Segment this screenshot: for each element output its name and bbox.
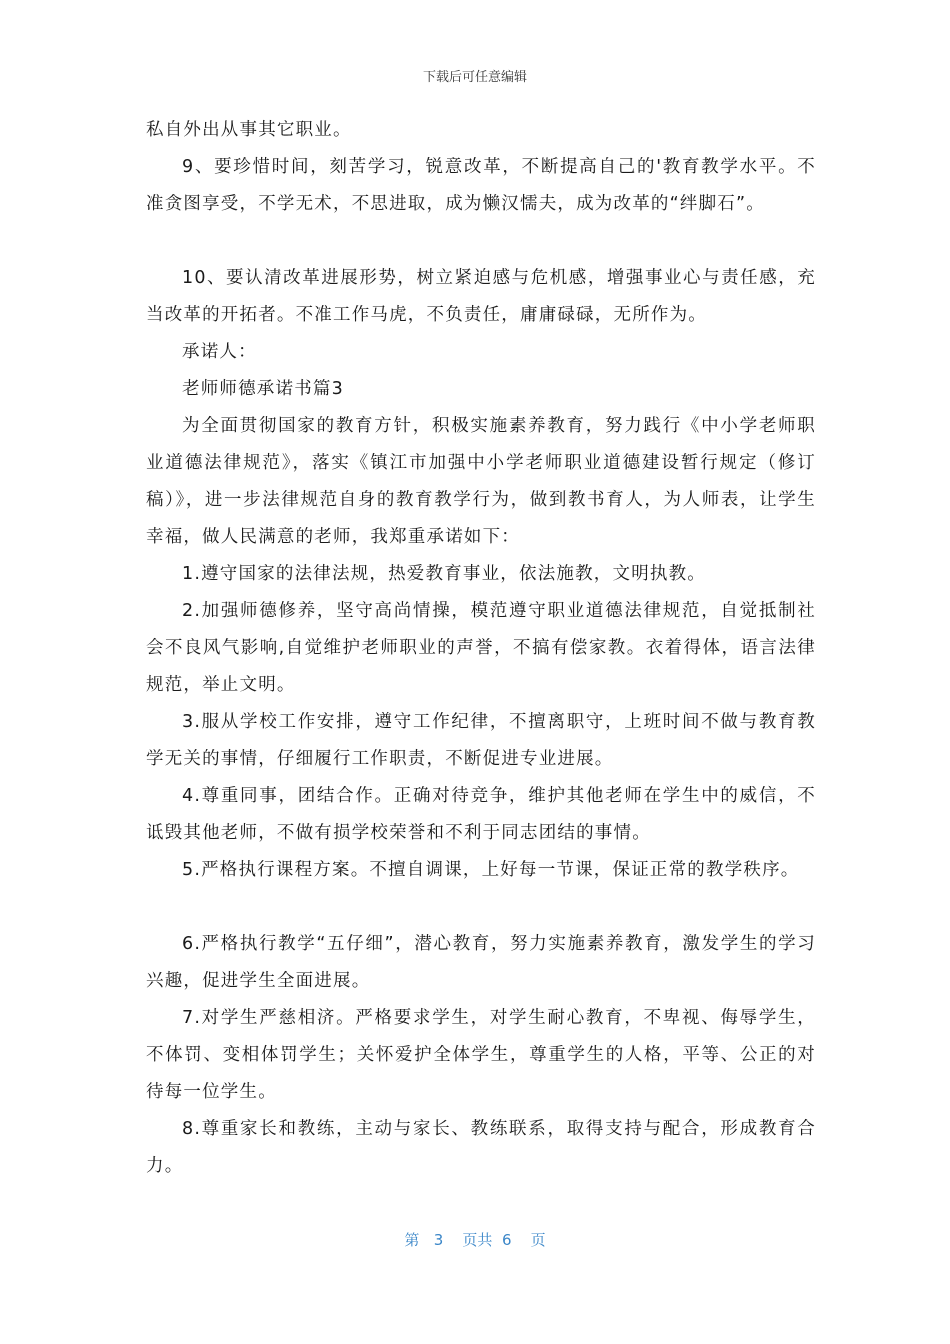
footer-label-of: 页共: [462, 1231, 493, 1249]
list-item: 4.尊重同事，团结合作。正确对待竞争，维护其他老师在学生中的威信，不诋毁其他老师，不做有损学校荣誉和不利于同志团结的事情。: [146, 786, 816, 843]
list-item: 7.对学生严慈相济。严格要求学生，对学生耐心教育，不卑视、侮辱学生，不体罚、变相体罚学生；关怀爱护全体学生，尊重学生的人格，平等、公正的对待每一位学生。: [146, 1008, 816, 1102]
list-item: 8.尊重家长和教练，主动与家长、教练联系，取得支持与配合，形成教育合力。: [146, 1119, 816, 1176]
footer-total-pages: 6: [501, 1231, 512, 1249]
footer-label-page: 第: [404, 1231, 420, 1249]
document-body: [146, 112, 816, 1185]
footer-current-page: 3: [433, 1231, 444, 1249]
paragraph: 9、要珍惜时间，刻苦学习，锐意改革，不断提高自己的'教育教学水平。不准贪图享受，不学无术，不思进取，成为懒汉懦夫，成为改革的“绊脚石”。: [146, 157, 816, 214]
paragraph: 10、要认清改革进展形势，树立紧迫感与危机感，增强事业心与责任感，充当改革的开拓者。不准工作马虎，不负责任，庸庸碌碌，无所作为。: [146, 268, 816, 325]
list-item: 2.加强师德修养，坚守高尚情操，模范遵守职业道德法律规范，自觉抵制社会不良风气影响,自觉维护老师职业的声誉，不搞有偿家教。衣着得体，语言法律规范，举止文明。: [146, 601, 816, 695]
list-item: 6.严格执行教学“五仔细”，潜心教育，努力实施素养教育，激发学生的学习兴趣，促进学生全面进展。: [146, 934, 816, 991]
section-title: 老师师德承诺书篇3: [182, 379, 344, 399]
signature-line: 承诺人：: [182, 342, 257, 362]
list-item: 1.遵守国家的法律法规，热爱教育事业，依法施教，文明执教。: [182, 564, 706, 584]
page-footer: [0, 1229, 950, 1250]
list-item: 5.严格执行课程方案。不擅自调课，上好每一节课，保证正常的教学秩序。: [182, 860, 800, 880]
paragraph: 私自外出从事其它职业。: [146, 120, 352, 140]
list-item: 3.服从学校工作安排，遵守工作纪律，不擅离职守，上班时间不做与教育教学无关的事情，仔细履行工作职责，不断促进专业进展。: [146, 712, 816, 769]
paragraph: 为全面贯彻国家的教育方针，积极实施素养教育，努力践行《中小学老师职业道德法律规范》，落实《镇江市加强中小学老师职业道德建设暂行规定（修订稿）》，进一步法律规范自身的教育教学行为，做到教书育人，为人师表，让学生幸福，做人民满意的老师，我郑重承诺如下：: [146, 416, 816, 547]
footer-label-end: 页: [530, 1231, 546, 1249]
page-header: 下载后可任意编辑: [422, 70, 527, 85]
